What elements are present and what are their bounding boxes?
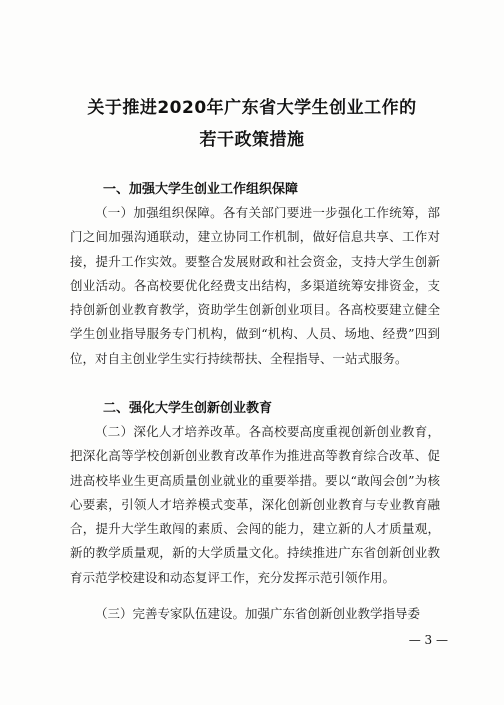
page-number: — 3 — — [408, 633, 448, 647]
section1-item-text: 各有关部门要进一步强化工作统筹，部门之间加强沟通联动，建立协同工作机制，做好信息共享、工作对接，提升工作实效。要整合发展财政和社会资金，支持大学生创新创业活动。各高校要优化经费支出结构，多渠道统筹安排资金，支持创新创业教育教学，资助学生创新创业项目。各高校要建立健全学生创业指导服务专门机构，做到“机构、人员、场地、经费”四到位，对自主创业学生实行持续帮扶、全程指导、一站式服务。 — [70, 205, 440, 366]
section2-item-text: 各高校要高度重视创新创业教育，把深化高等学校创新创业教育改革作为推进高等教育综合改革、促进高校毕业生更高质量创业就业的重要举措。要以“敢闯会创”为核心要素，引领人才培养模式变革，深化创新创业教育与专业教育融合，提升大学生敢闯的素质、会闯的能力，建立新的人才质量观，新的教学质量观，新的大学质量文化。持续推进广东省创新创业教育示范学校建设和动态复评工作，充分发挥示范引领作用。 — [70, 424, 440, 585]
section3-item-label: （三）完善专家队伍建设。 — [95, 606, 246, 621]
section1-item-label: （一）加强组织保障。 — [95, 205, 223, 220]
document-title-line1: 关于推进2020年广东省大学生创业工作的 — [87, 98, 417, 118]
section2-item-label: （二）深化人才培养改革。 — [95, 424, 249, 439]
section1-paragraph — [70, 201, 440, 371]
document-title-line2: 若干政策措施 — [199, 130, 305, 150]
section3-item-text: 加强广东省创新创业教学指导委 — [245, 606, 421, 621]
section3-paragraph — [70, 602, 440, 626]
section2-paragraph — [70, 420, 440, 590]
section1-heading: 一、加强大学生创业工作组织保障 — [103, 182, 299, 197]
section2-heading: 二、强化大学生创新创业教育 — [103, 401, 273, 416]
